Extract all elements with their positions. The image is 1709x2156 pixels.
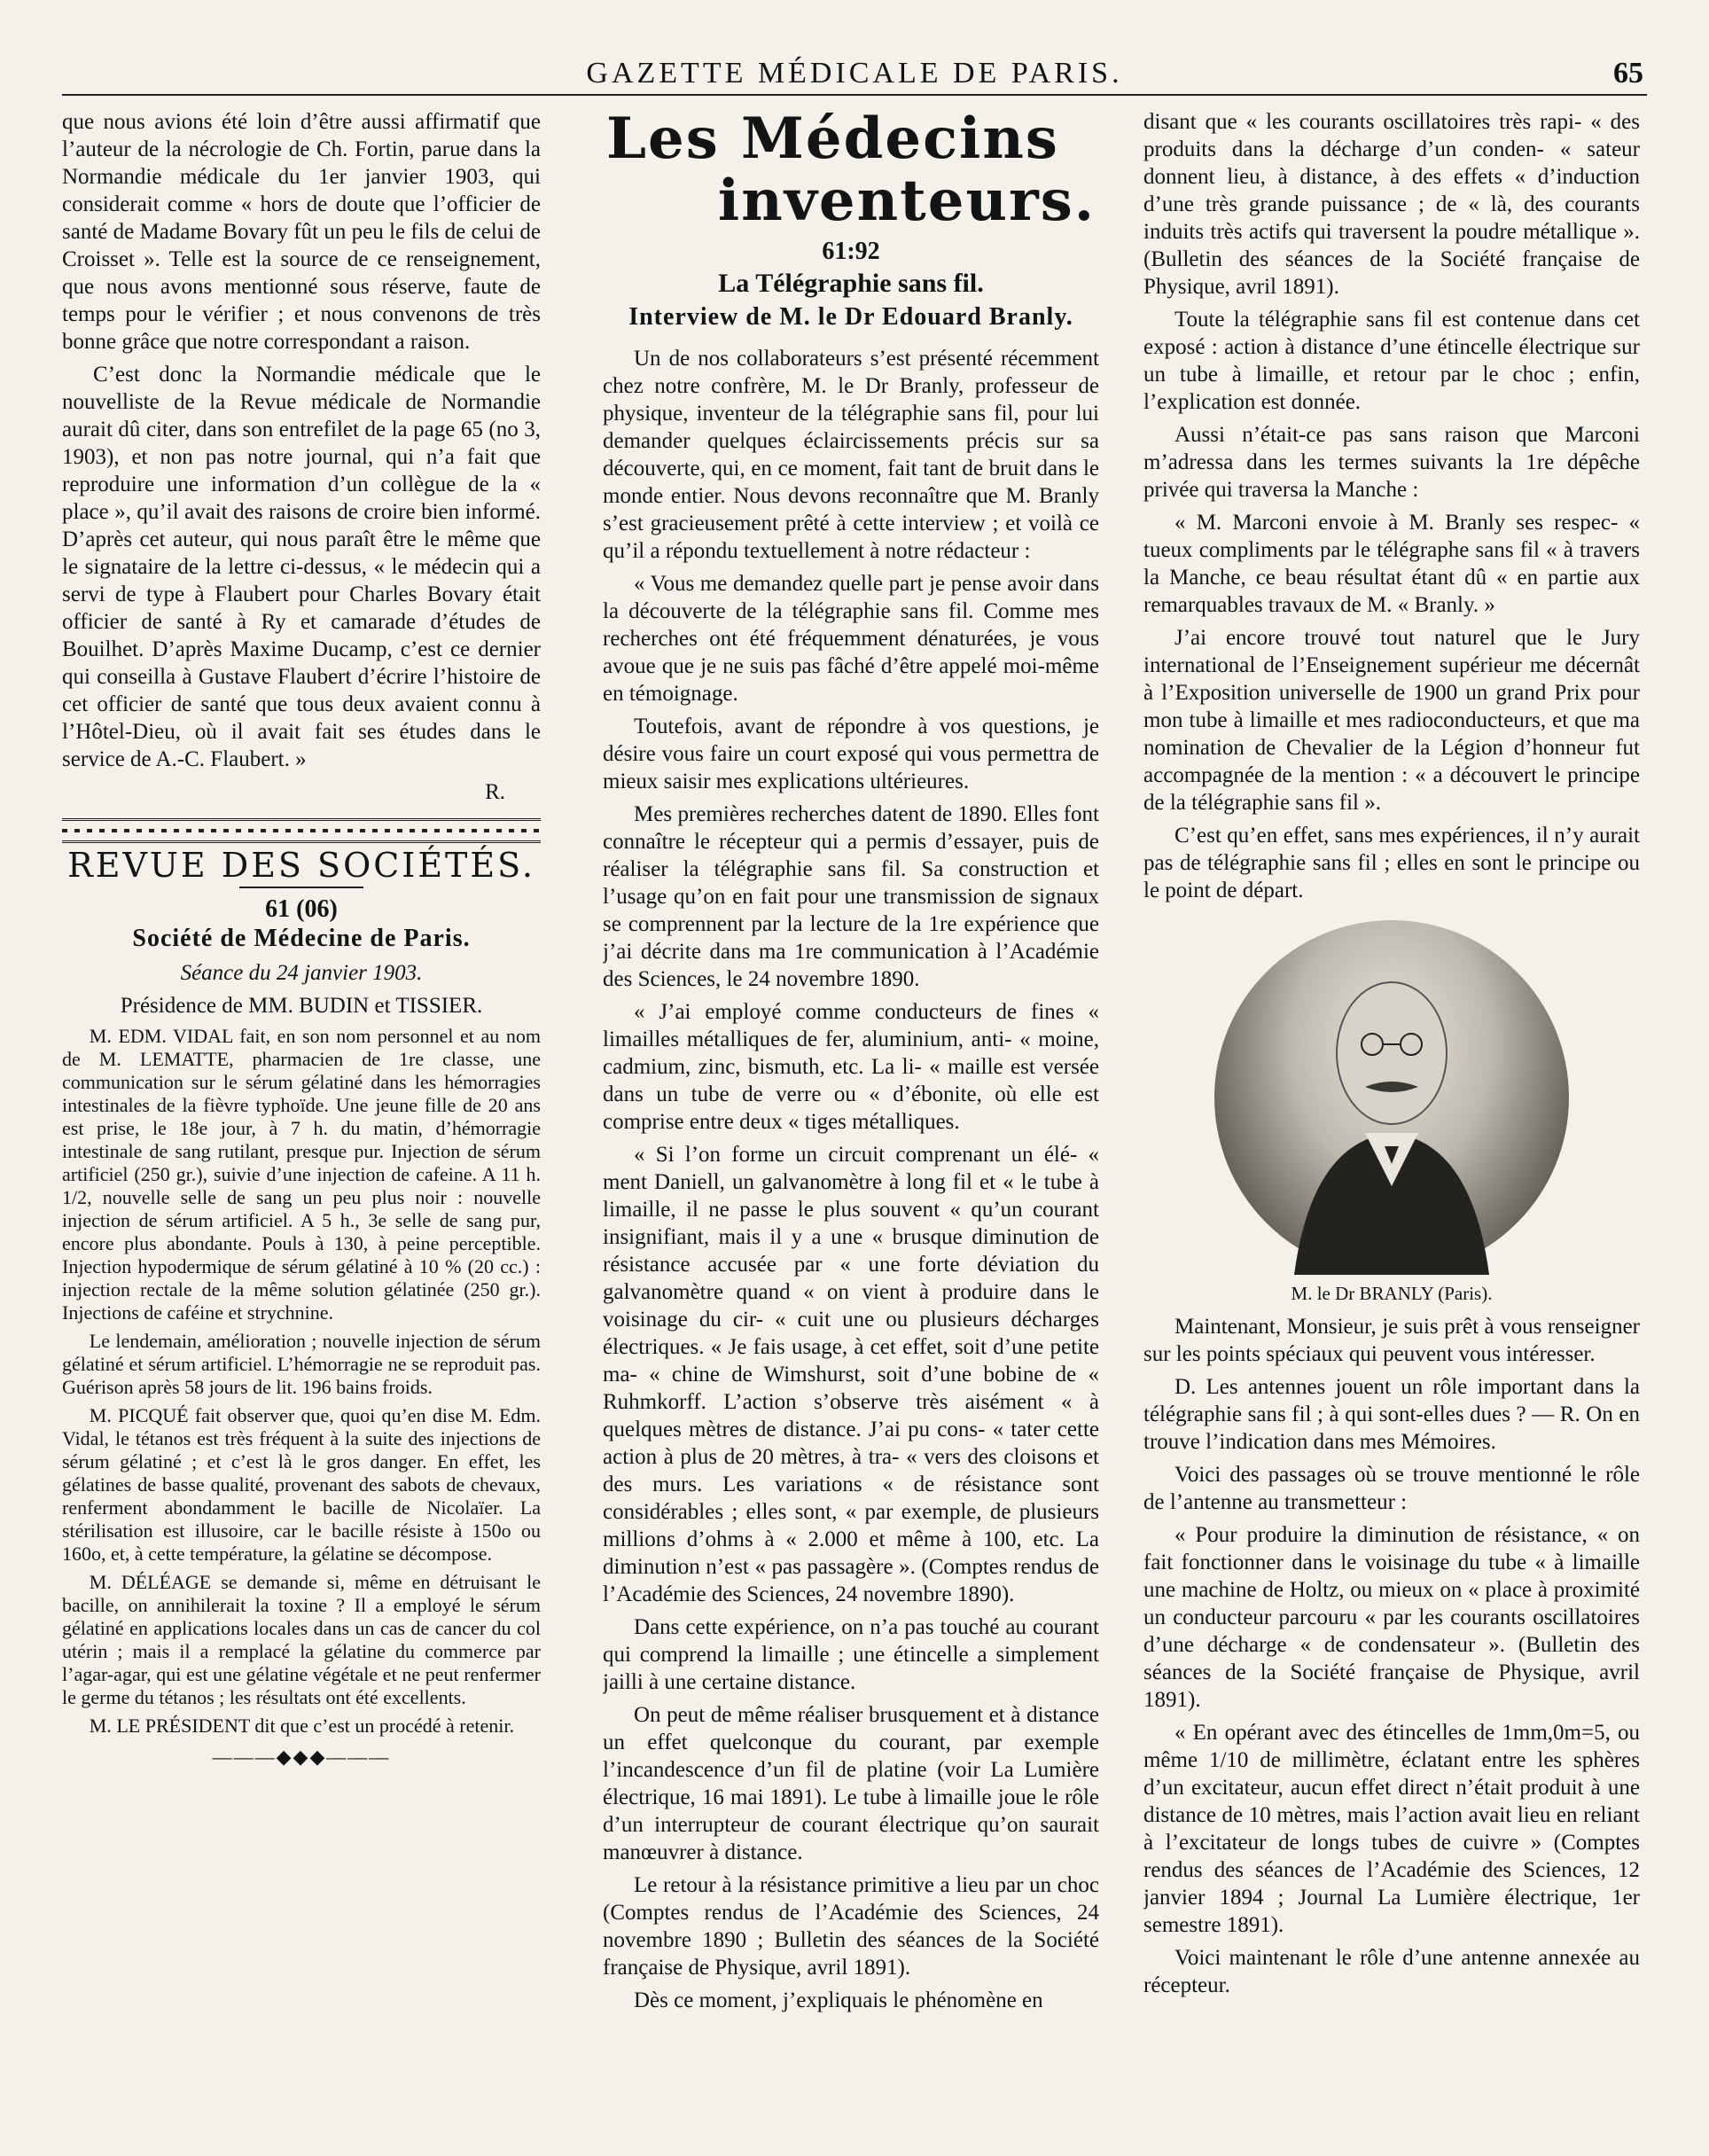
paragraph: que nous avions été loin d’être aussi affirmatif que l’auteur de la nécrologie de Ch. Fortin, parue dans la Normandie médicale du 1er janvier 1903, qui considerait comme « hors de doute que l’officier de santé de Madame Bovary fût un peu le fils de celui de Croisset ». Telle est la source de ce renseignement, que nous avons mentionné sous réserve, faute de temps pour le vérifier ; et nous convenons de très bonne grâce que notre correspondant a raison. [62, 110, 541, 354]
portrait-figure [1214, 920, 1569, 1275]
seance-date: Séance du 24 janvier 1903. [180, 961, 423, 985]
article-subtitle: Interview de M. le Dr Edouard Branly. [628, 303, 1073, 331]
paragraph: « Vous me demandez quelle part je pense avoir dans la découverte de la télégraphie sans fil. Comme mes recherches ont été fréquemment dénaturées, je vous avoue que je ne suis pas fâché d’être appelé moi-même en témoignage. [603, 572, 1099, 706]
paragraph: M. LE PRÉSIDENT dit que c’est un procédé à retenir. [89, 1715, 514, 1737]
page-header [62, 55, 1647, 96]
page-number: 65 [1613, 57, 1643, 90]
article-series-title [603, 108, 1099, 232]
column-left [62, 108, 541, 2121]
presidence: Présidence de MM. BUDIN et TISSIER. [120, 994, 483, 1018]
paragraph: M. DÉLÉAGE se demande si, même en détruisant le bacille, on annihilerait la toxine ? Il a employé le sérum gélatiné en applications locales dans un cas de cancer du col utérin ; mais il a remplacé la gélatine du commerce par l’agar-agar, qui est une gélatine végétale et ne peut renfermer le germe du tétanos ; les résultats ont été excellents. [62, 1571, 541, 1708]
paragraph: « J’ai employé comme conducteurs de fines « limailles métalliques de fer, aluminium, anti- « moine, cadmium, zinc, bismuth, etc. La li- « maille est versée dans un tube de verre ou « d’ébonite, où elle est comprise entre deux « tiges métalliques. [603, 1000, 1099, 1134]
column-right [1143, 108, 1640, 2121]
paragraph: Mes premières recherches datent de 1890. Elles font connaître le récepteur qui a permis d’essayer, puis de réaliser la télégraphie sans fil. Sa construction et l’usage qu’on en fait pour une transmission de signaux se comprennent par la lecture de la 1re expérience que j’ai décrite dans ma 1re communication à l’Académie des Sciences, le 24 novembre 1890. [603, 802, 1099, 991]
paragraph: Le retour à la résistance primitive a lieu par un choc (Comptes rendus de l’Académie des Sciences, 24 novembre 1890 ; Bulletin des séances de la Société française de Physique, avril 1891). [603, 1873, 1099, 1980]
paragraph: « En opérant avec des étincelles de 1mm,0m=5, ou même 1/10 de millimètre, éclatant entre les sphères d’un excitateur, aucun effet direct n’était produit à une distance de 10 mètres, mais l’action avait lieu en reliant à l’excitateur de longs tubes de cuivre » (Comptes rendus des séances de l’Académie des Sciences, 12 janvier 1894 ; Journal La Lumière électrique, 1er semestre 1891). [1143, 1721, 1640, 1937]
portrait-caption: M. le Dr BRANLY (Paris). [1291, 1283, 1493, 1304]
paragraph: Maintenant, Monsieur, je suis prêt à vous renseigner sur les points spéciaux qui peuvent vous intéresser. [1143, 1315, 1640, 1366]
series-title-line: Les Médecins [606, 108, 1059, 172]
ornament: ———◆◆◆——— [212, 1746, 391, 1768]
journal-title: GAZETTE MÉDICALE DE PARIS. [586, 57, 1123, 90]
paragraph: On peut de même réaliser brusquement et à distance un effet quelconque du courant, par exemple l’incandescence d’un fil de platine (voir La Lumière électrique, 16 mai 1891). Le tube à limaille joue le rôle d’un interrupteur de courant électrique qu’on saurait manœuvrer à distance. [603, 1703, 1099, 1864]
classification-number: 61:92 [822, 238, 880, 265]
paragraph: Voici maintenant le rôle d’une antenne annexée au récepteur. [1143, 1946, 1640, 1997]
paragraph: Aussi n’était-ce pas sans raison que Marconi m’adressa dans les termes suivants la 1re dépêche privée qui traversa la Manche : [1143, 423, 1640, 502]
section-title: REVUE DES SOCIÉTÉS. [67, 846, 535, 885]
paragraph: « Pour produire la diminution de résistance, « on fait fonctionner dans le voisinage du tube « à limaille une machine de Holtz, ou mieux on « place à proximité un conducteur parcouru « par les courants oscillatoires d’une décharge « de condensateur ». (Bulletin des séances de la Société française de Physique, avril 1891). [1143, 1523, 1640, 1712]
paragraph: C’est qu’en effet, sans mes expériences, il n’y aurait pas de télégraphie sans fil ; elles en sont le principe ou le point de départ. [1143, 824, 1640, 902]
paragraph: disant que « les courants oscillatoires très rapi- « des produits dans la décharge d’un conden- « sateur donnent lieu, à distance, à des effets « d’induction d’une très grande puissance ; de « là, des courants induits très actifs qui traversent la poudre métallique ». (Bulletin des séances de la Société française de Physique, avril 1891). [1143, 110, 1640, 299]
paragraph: D. Les antennes jouent un rôle important dans la télégraphie sans fil ; à qui sont-elles dues ? — R. On en trouve l’indication dans mes Mémoires. [1143, 1375, 1640, 1454]
paragraph: « Si l’on forme un circuit comprenant un élé- « ment Daniell, un galvanomètre à long fil et « le tube à limaille, il ne passe le plus souvent « qu’un courant insignifiant, mais il y a une « brusque diminution de résistance accusée par « une forte déviation du galvanomètre quand « on vient à produire dans le voisinage du cir- « cuit une ou plusieurs décharges électriques. « Je fais usage, à cet effet, soit d’une petite ma- « chine de Wimshurst, soit d’une bobine de « Ruhmkorff. L’action s’observe très aisément « à quelques mètres de distance. J’ai pu cons- « tater cette action à plus de 20 mètres, à tra- « vers des cloisons et des murs. Les variations « de résistance sont considérables ; elles sont, « par exemple, de plusieurs millions d’ohms à « 2.000 et même à 100, etc. La diminution n’est « pas passagère ». (Comptes rendus de l’Académie des Sciences, 24 novembre 1890). [603, 1143, 1099, 1606]
ornamental-rule [62, 818, 541, 843]
classification-number: 61 (06) [265, 895, 338, 923]
paragraph: Toutefois, avant de répondre à vos questions, je désire vous faire un court exposé qui vous permettra de mieux saisir mes explications ultérieures. [603, 715, 1099, 793]
paragraph: M. PICQUÉ fait observer que, quoi qu’en dise M. Edm. Vidal, le tétanos est très fréquent à la suite des injections de sérum gélatiné ; et c’est là le gros danger. En effet, les gélatines de basse qualité, provenant des sabots de chevaux, renferment abondamment le bacille de Nicolaïer. La stérilisation est illusoire, car le bacille résiste à 150o ou 160o, et, à cette température, la gélatine se décompose. [62, 1404, 541, 1565]
society-name: Société de Médecine de Paris. [132, 925, 471, 952]
paragraph: « M. Marconi envoie à M. Branly ses respec- « tueux compliments par le télégraphe sans fil « à travers la Manche, ce beau résultat étant dû « en partie aux remarquables travaux de M. « Branly. » [1143, 511, 1640, 617]
society-report [62, 1025, 541, 1738]
paragraph: M. EDM. VIDAL fait, en son nom personnel et au nom de M. LEMATTE, pharmacien de 1re classe, une communication sur le sérum gélatiné dans les hémorragies intestinales de la fièvre typhoïde. Une jeune fille de 20 ans est prise, le 18e jour, à 7 h. du matin, d’hémorragie intestinale de sang rutilant, presque pur. Injection de sérum artificiel (250 gr.), suivie d’une injection de cafeine. A 11 h. 1/2, nouvelle selle de sang un peu plus noir : nouvelle injection de sérum artificiel. A 5 h., 3e selle de sang pur, encore plus abondante. Pouls à 130, à peine perceptible. Injection hypodermique de sérum gélatiné à 10 % (20 cc.) : injection rectale de la même solution gélatinée (250 gr.). Injections de caféine et strychnine. [62, 1025, 541, 1324]
article-title: La Télégraphie sans fil. [718, 269, 984, 298]
paragraph: Le lendemain, amélioration ; nouvelle injection de sérum gélatiné et sérum artificiel. L’hémorragie ne se reproduit pas. Guérison après 58 jours de lit. 196 bains froids. [62, 1330, 541, 1398]
portrait-photo [1214, 920, 1569, 1275]
column-middle [603, 108, 1099, 2121]
series-title-line: inventeurs. [717, 168, 1096, 234]
paragraph: Dans cette expérience, on n’a pas touché au courant qui comprend la limaille ; une étincelle a simplement jailli à une certaine distance. [603, 1615, 1099, 1694]
paragraph: Voici des passages où se trouve mentionné le rôle de l’antenne au transmetteur : [1143, 1463, 1640, 1514]
paragraph: Dès ce moment, j’expliquais le phénomène en [634, 1988, 1043, 2012]
paragraph: J’ai encore trouvé tout naturel que le Jury international de l’Enseignement supérieur me décernât à l’Exposition universelle de 1900 un grand Prix pour mon tube à limaille et mes radioconducteurs, et que ma nomination de Chevalier de la Légion d’honneur fut accompagnée de la mention : « a découvert le principe de la télégraphie sans fil ». [1143, 626, 1640, 815]
paragraph: Toute la télégraphie sans fil est contenue dans cet exposé : action à distance d’une étincelle électrique sur un tube à limaille, et retour par le choc ; enfin, l’explication est donnée. [1143, 308, 1640, 414]
signature: R. [485, 780, 505, 804]
divider [239, 887, 363, 888]
paragraph: C’est donc la Normandie médicale que le nouvelliste de la Revue médicale de Normandie aurait dû citer, dans son entrefilet de la page 65 (no 3, 1903), et non pas notre journal, qui n’a fait que reproduire une information d’un collègue de la « place », qu’il avait des raisons de croire bien informé. D’après cet auteur, qui nous paraît être le même que le signataire de la lettre ci-dessus, « le médecin qui a servi de type à Flaubert pour Charles Bovary était officier de santé à Ry et camarade d’études de Bouilhet. D’après Maxime Ducamp, c’est ce dernier qui conseilla à Gustave Flaubert d’écrire l’histoire de cet officier de santé que tous deux avaient connu à l’Hôtel-Dieu, où il avait fait ses études dans le service de A.-C. Flaubert. » [62, 363, 541, 771]
paragraph: Un de nos collaborateurs s’est présenté récemment chez notre confrère, M. le Dr Branly, professeur de physique, inventeur de la télégraphie sans fil, pour lui demander quelques éclaircissements précis sur sa découverte, qui, en ce moment, fait tant de bruit dans le monde entier. Nous devons reconnaître que M. Branly s’est gracieusement prêté à cette interview ; et voilà ce qu’il a répondu textuellement à notre rédacteur : [603, 347, 1099, 563]
